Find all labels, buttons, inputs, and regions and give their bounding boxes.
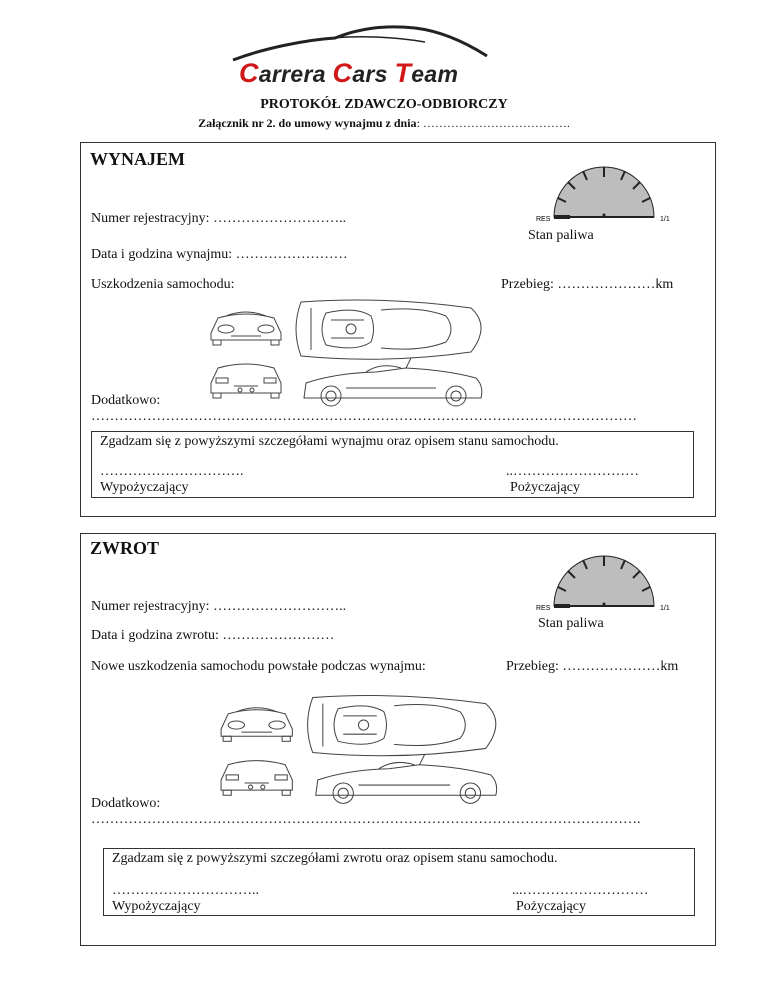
- agreement-box: [103, 848, 695, 916]
- gauge-res-label: RES: [536, 605, 551, 612]
- borrower-signature-label: Pożyczający: [516, 899, 586, 914]
- rental-section: [80, 142, 716, 517]
- additional-label: Dodatkowo:: [91, 796, 161, 811]
- renter-signature-label: Wypożyczający: [100, 480, 189, 495]
- additional-label: Dodatkowo:: [91, 393, 161, 408]
- car-side-view-icon: [316, 755, 497, 804]
- logo-wordmark: Carrera Cars Team: [239, 58, 459, 88]
- gauge-full-label: 1/1: [660, 605, 670, 612]
- car-top-view-icon: [296, 300, 481, 359]
- registration-number-field[interactable]: Numer rejestracyjny: ………………………..: [91, 599, 347, 614]
- rental-section-title: WYNAJEM: [90, 149, 185, 169]
- mileage-field[interactable]: Przebieg: …………………km: [501, 277, 674, 292]
- return-datetime-field[interactable]: Data i godzina zwrotu: ……………………: [91, 628, 335, 643]
- car-rear-view-icon: [211, 364, 281, 398]
- agreement-text: Zgadzam się z powyższymi szczegółami wynajmu oraz opisem stanu samochodu.: [100, 434, 559, 449]
- damage-label: Uszkodzenia samochodu:: [91, 277, 235, 292]
- borrower-signature-line[interactable]: ..………………………: [506, 464, 639, 479]
- rental-datetime-field[interactable]: Data i godzina wynajmu: ……………………: [91, 247, 348, 262]
- agreement-text: Zgadzam się z powyższymi szczegółami zwrotu oraz opisem stanu samochodu.: [112, 851, 558, 866]
- new-damage-label: Nowe uszkodzenia samochodu powstałe podczas wynajmu:: [91, 659, 426, 674]
- car-damage-diagram[interactable]: [206, 298, 491, 418]
- document-title: PROTOKÓŁ ZDAWCZO-ODBIORCZY: [260, 97, 508, 112]
- borrower-signature-label: Pożyczający: [510, 480, 580, 495]
- registration-number-field[interactable]: Numer rejestracyjny: ………………………..: [91, 211, 347, 226]
- car-silhouette-swoosh: [225, 22, 495, 62]
- borrower-signature-line[interactable]: ...………………………: [512, 883, 649, 898]
- return-section: [80, 533, 716, 946]
- fuel-gauge: [536, 165, 711, 230]
- car-top-view-icon: [308, 696, 496, 756]
- additional-notes-field[interactable]: ………………………………………………………………………………………………………: [91, 409, 637, 424]
- renter-signature-line[interactable]: …………………………..: [112, 883, 259, 898]
- fuel-gauge: [536, 554, 711, 619]
- gauge-full-label: 1/1: [660, 216, 670, 223]
- car-front-view-icon: [221, 708, 292, 742]
- company-logo: [225, 22, 495, 92]
- fuel-level-label: Stan paliwa: [538, 616, 604, 631]
- car-damage-diagram[interactable]: [216, 692, 506, 817]
- fuel-level-label: Stan paliwa: [528, 228, 594, 243]
- return-section-title: ZWROT: [90, 538, 160, 558]
- additional-notes-field[interactable]: ……………………………………………………………………………………………………….: [91, 812, 641, 827]
- car-side-view-icon: [304, 358, 482, 406]
- agreement-box: [91, 431, 694, 498]
- renter-signature-line[interactable]: ………………………….: [100, 464, 244, 479]
- renter-signature-label: Wypożyczający: [112, 899, 201, 914]
- car-front-view-icon: [211, 312, 281, 345]
- document-subtitle: Załącznik nr 2. do umowy wynajmu z dnia: ……………………………….: [198, 116, 570, 130]
- gauge-res-label: RES: [536, 216, 551, 223]
- car-rear-view-icon: [221, 761, 292, 796]
- mileage-field[interactable]: Przebieg: …………………km: [506, 659, 679, 674]
